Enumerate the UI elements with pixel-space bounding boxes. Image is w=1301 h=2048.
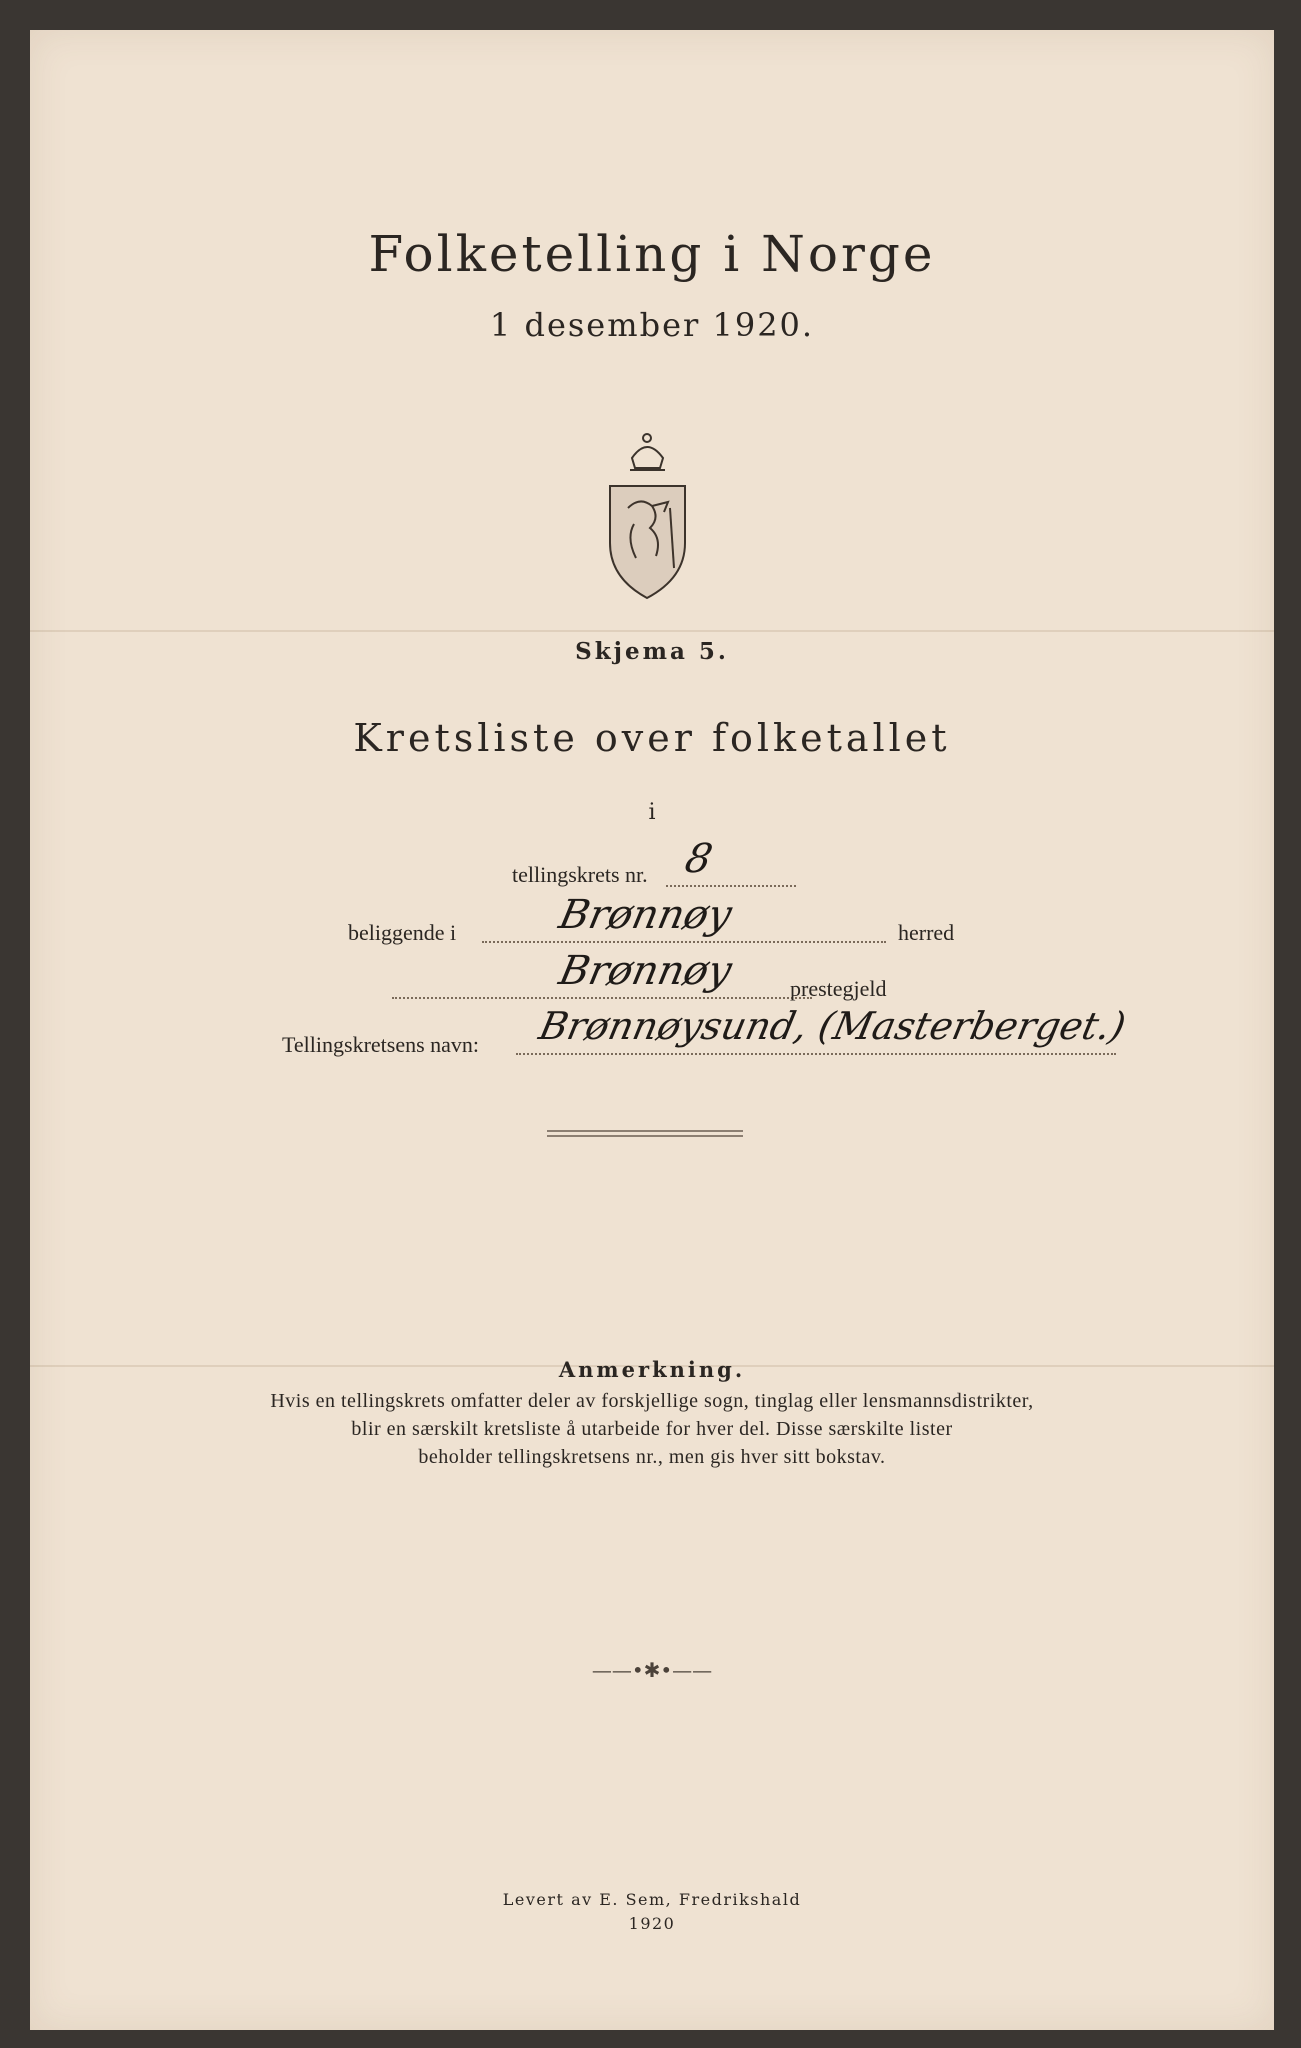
herred-line	[482, 941, 886, 943]
note-line-1: Hvis en tellingskrets omfatter deler av forskjellige sogn, tinglag eller lensmannsdistrikter,	[270, 1390, 1034, 1412]
divider-rule	[547, 1130, 743, 1132]
note-line-3: beholder tellingskretsens nr., men gis hver sitt bokstav.	[418, 1446, 886, 1468]
navn-label: Tellingskretsens navn:	[282, 1032, 480, 1057]
ornament-divider: ——•✱•——	[591, 1658, 713, 1682]
note-title: Anmerkning.	[558, 1357, 746, 1382]
krets-label: tellingskrets nr.	[512, 862, 648, 887]
fold-line	[30, 630, 1274, 632]
herred-label: herred	[898, 920, 955, 945]
divider-rule	[547, 1135, 743, 1137]
preposition: i	[648, 800, 656, 825]
navn-value: Brønnøysund, (Masterberget.)	[535, 1004, 1130, 1048]
navn-line	[516, 1053, 1116, 1055]
form-heading: Kretsliste over folketallet	[353, 716, 951, 760]
beliggende-label: beliggende i	[348, 920, 457, 945]
prestegjeld-value: Brønnøy	[555, 948, 736, 994]
prestegjeld-label: prestegjeld	[790, 976, 887, 1001]
coat-of-arms-icon	[590, 428, 705, 603]
note-line-2: blir en særskilt kretsliste å utarbeide for hver del. Disse særskilte lister	[351, 1418, 953, 1440]
document-page	[30, 30, 1274, 2030]
krets-value: 8	[681, 836, 717, 882]
krets-line	[666, 885, 796, 887]
document-date: 1 desember 1920.	[489, 306, 815, 344]
document-title: Folketelling i Norge	[368, 225, 936, 283]
schema-label: Skjema 5.	[575, 638, 729, 665]
printer-year: 1920	[628, 1914, 676, 1933]
herred-value: Brønnøy	[555, 892, 736, 938]
prestegjeld-line	[392, 997, 812, 999]
printer-imprint: Levert av E. Sem, Fredrikshald	[502, 1890, 802, 1909]
